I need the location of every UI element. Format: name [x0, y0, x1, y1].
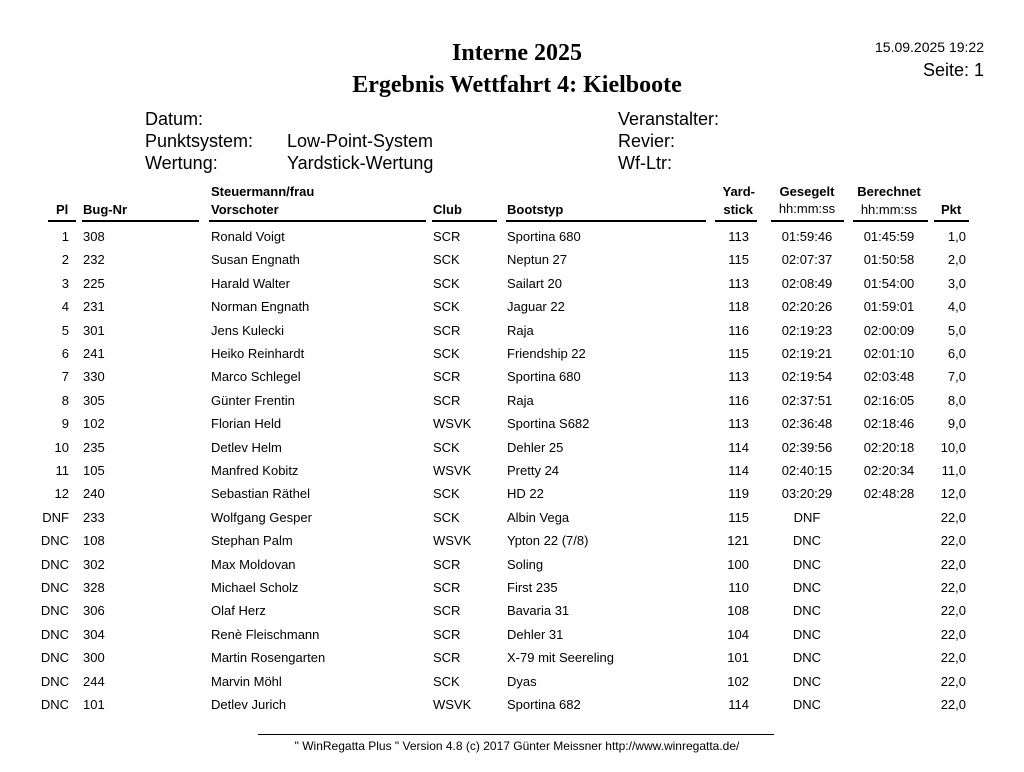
cell-rank: 8: [61, 392, 69, 408]
col-yard-2: stick: [723, 202, 753, 217]
cell-club: SCR: [433, 650, 461, 666]
cell-boat-type: Ypton 22 (7/8): [507, 533, 589, 549]
cell-sailed-time: DNC: [792, 650, 822, 666]
table-row: [0, 440, 1024, 463]
cell-rank: DNC: [40, 580, 69, 595]
cell-points: 3,0: [947, 275, 966, 291]
cell-points: 12,0: [940, 486, 966, 502]
table-row: [0, 603, 1024, 626]
cell-sailed-time: DNC: [792, 626, 822, 642]
col-gesegelt-format: hh:mm:ss: [778, 201, 836, 216]
cell-corrected-time: 02:20:34: [863, 463, 915, 478]
cell-points: 8,0: [947, 392, 966, 408]
cell-corrected-time: 02:18:46: [863, 416, 915, 432]
cell-skipper: Ronald Voigt: [211, 229, 285, 244]
cell-skipper: Norman Engnath: [211, 299, 310, 315]
cell-club: SCK: [433, 509, 460, 525]
header-underline: [771, 220, 844, 222]
cell-corrected-time: 02:00:09: [863, 322, 915, 338]
cell-points: 22,0: [940, 533, 966, 549]
wfltr-label: Wf-Ltr:: [618, 153, 672, 173]
cell-points: 22,0: [940, 626, 966, 642]
cell-points: 22,0: [940, 650, 966, 666]
cell-yardstick: 110: [728, 580, 749, 595]
cell-sailed-time: 02:37:51: [781, 392, 833, 408]
cell-skipper: Martin Rosengarten: [211, 650, 326, 666]
cell-rank: 11: [55, 463, 69, 478]
cell-rank: 12: [54, 486, 69, 502]
cell-sail-number: 308: [83, 229, 105, 244]
cell-sail-number: 105: [83, 463, 105, 478]
cell-corrected-time: 02:48:28: [863, 486, 915, 502]
cell-boat-type: Jaguar 22: [507, 299, 565, 315]
cell-points: 1,0: [947, 229, 966, 244]
cell-corrected-time: 02:01:10: [863, 346, 915, 361]
cell-skipper: Olaf Herz: [211, 603, 266, 619]
cell-points: 6,0: [947, 346, 966, 361]
col-bug-nr: Bug-Nr: [83, 202, 128, 217]
cell-sail-number: 231: [83, 299, 105, 315]
cell-boat-type: Albin Vega: [507, 509, 570, 525]
cell-sailed-time: 02:36:48: [781, 416, 833, 432]
cell-boat-type: Sportina 680: [507, 369, 581, 385]
cell-yardstick: 108: [727, 603, 749, 619]
cell-sail-number: 304: [83, 626, 105, 642]
cell-skipper: Florian Held: [211, 416, 282, 432]
cell-points: 22,0: [940, 673, 966, 689]
table-row: [0, 229, 1024, 252]
cell-skipper: Stephan Palm: [211, 533, 293, 549]
report-subtitle: Ergebnis Wettfahrt 4: Kielboote: [352, 72, 682, 98]
header-underline: [432, 220, 497, 222]
cell-points: 7,0: [947, 369, 966, 385]
table-row: [0, 627, 1024, 650]
cell-club: SCR: [433, 556, 461, 572]
cell-sail-number: 225: [83, 275, 105, 291]
cell-sail-number: 328: [83, 580, 105, 595]
cell-sail-number: 240: [83, 486, 105, 502]
cell-points: 4,0: [947, 299, 966, 315]
table-row: [0, 276, 1024, 299]
wertung-label: Wertung:: [145, 153, 218, 173]
cell-skipper: Marvin Möhl: [211, 673, 282, 689]
cell-club: WSVK: [433, 697, 472, 712]
cell-club: WSVK: [433, 533, 472, 549]
cell-skipper: Michael Scholz: [211, 580, 299, 595]
cell-club: SCK: [433, 346, 460, 361]
table-row: [0, 393, 1024, 416]
cell-yardstick: 116: [728, 322, 749, 338]
cell-rank: 10: [54, 439, 69, 455]
cell-club: SCR: [433, 603, 461, 619]
cell-boat-type: Sailart 20: [507, 275, 562, 291]
cell-points: 9,0: [947, 416, 966, 432]
cell-yardstick: 104: [727, 626, 749, 642]
cell-yardstick: 101: [727, 650, 749, 666]
cell-points: 2,0: [947, 252, 966, 268]
col-berechnet: Berechnet: [857, 184, 921, 199]
cell-corrected-time: 01:50:58: [863, 252, 915, 268]
cell-skipper: Marco Schlegel: [211, 369, 301, 385]
cell-club: SCK: [433, 439, 460, 455]
cell-rank: 9: [61, 416, 69, 432]
cell-boat-type: Dehler 31: [507, 626, 564, 642]
table-row: [0, 323, 1024, 346]
cell-sailed-time: 03:20:29: [781, 486, 833, 502]
cell-boat-type: Neptun 27: [507, 252, 567, 268]
cell-sailed-time: 02:40:15: [781, 463, 833, 478]
cell-boat-type: Pretty 24: [507, 463, 560, 478]
header-underline: [715, 220, 757, 222]
header-underline: [48, 220, 76, 222]
col-yard-1: Yard-: [722, 184, 755, 199]
cell-skipper: Günter Frentin: [211, 392, 295, 408]
cell-rank: DNC: [40, 533, 69, 549]
footer-divider: [258, 734, 774, 735]
cell-points: 22,0: [940, 603, 966, 619]
cell-yardstick: 114: [728, 439, 749, 455]
cell-sailed-time: 02:19:54: [781, 369, 833, 385]
cell-boat-type: X-79 mit Seereling: [507, 650, 614, 666]
cell-club: WSVK: [433, 463, 472, 478]
cell-club: SCK: [433, 673, 460, 689]
cell-sail-number: 102: [83, 416, 105, 432]
cell-sail-number: 108: [83, 533, 105, 549]
col-gesegelt: Gesegelt: [779, 184, 835, 199]
cell-yardstick: 121: [727, 533, 749, 549]
cell-rank: DNC: [40, 650, 69, 666]
cell-yardstick: 100: [727, 556, 749, 572]
cell-sail-number: 301: [83, 322, 105, 338]
table-row: [0, 486, 1024, 509]
cell-club: SCK: [433, 486, 460, 502]
cell-rank: 3: [61, 275, 69, 291]
cell-sail-number: 306: [83, 603, 105, 619]
cell-boat-type: Sportina 680: [507, 229, 581, 244]
cell-rank: DNC: [40, 556, 69, 572]
cell-boat-type: Sportina S682: [507, 416, 590, 432]
cell-club: SCR: [433, 229, 461, 244]
wertung-value: Yardstick-Wertung: [287, 153, 434, 173]
cell-sailed-time: 02:20:26: [781, 299, 833, 315]
cell-sailed-time: 02:19:21: [781, 346, 833, 361]
cell-sail-number: 330: [83, 369, 105, 385]
cell-skipper: Renè Fleischmann: [211, 626, 320, 642]
cell-sailed-time: DNC: [792, 673, 822, 689]
cell-boat-type: Sportina 682: [507, 697, 581, 712]
print-timestamp: 15.09.2025 19:22: [875, 39, 984, 55]
cell-rank: 6: [61, 346, 69, 361]
cell-points: 5,0: [947, 322, 966, 338]
cell-rank: DNC: [40, 673, 69, 689]
col-steuermann: Steuermann/frau: [211, 184, 315, 199]
cell-sail-number: 233: [83, 509, 105, 525]
header-underline: [209, 220, 426, 222]
cell-corrected-time: 02:16:05: [863, 392, 915, 408]
cell-sail-number: 300: [83, 650, 105, 666]
cell-points: 22,0: [940, 580, 966, 595]
cell-skipper: Wolfgang Gesper: [211, 509, 312, 525]
cell-club: SCR: [433, 626, 461, 642]
cell-skipper: Susan Engnath: [211, 252, 300, 268]
cell-yardstick: 119: [728, 486, 749, 502]
table-row: [0, 416, 1024, 439]
cell-yardstick: 113: [728, 369, 749, 385]
cell-yardstick: 102: [727, 673, 749, 689]
cell-club: SCR: [433, 369, 461, 385]
punktsystem-label: Punktsystem:: [145, 131, 254, 151]
cell-sailed-time: DNC: [792, 556, 822, 572]
table-row: [0, 346, 1024, 369]
cell-boat-type: Friendship 22: [507, 346, 586, 361]
cell-yardstick: 113: [728, 275, 749, 291]
cell-skipper: Detlev Jurich: [211, 697, 287, 712]
cell-rank: 2: [61, 252, 69, 268]
cell-yardstick: 115: [728, 509, 749, 525]
cell-sail-number: 302: [83, 556, 105, 572]
cell-sail-number: 101: [83, 697, 105, 712]
cell-skipper: Jens Kulecki: [211, 322, 284, 338]
col-berechnet-format: hh:mm:ss: [860, 202, 918, 217]
cell-yardstick: 115: [728, 346, 749, 361]
table-row: [0, 369, 1024, 392]
cell-corrected-time: 02:03:48: [863, 369, 915, 385]
cell-skipper: Manfred Kobitz: [211, 463, 299, 478]
cell-sailed-time: DNF: [793, 509, 821, 525]
cell-rank: 7: [61, 369, 69, 385]
cell-sail-number: 241: [83, 346, 105, 361]
col-vorschoter: Vorschoter: [211, 202, 279, 217]
cell-sail-number: 235: [83, 439, 105, 455]
cell-skipper: Heiko Reinhardt: [211, 346, 305, 361]
header-underline: [506, 220, 706, 222]
cell-sailed-time: 02:08:49: [781, 275, 833, 291]
cell-club: SCR: [433, 392, 461, 408]
cell-yardstick: 114: [728, 697, 749, 712]
cell-corrected-time: 01:45:59: [863, 229, 915, 244]
cell-points: 22,0: [940, 509, 966, 525]
cell-boat-type: First 235: [507, 580, 558, 595]
cell-points: 10,0: [940, 439, 966, 455]
cell-sail-number: 244: [83, 673, 105, 689]
cell-yardstick: 114: [728, 463, 749, 478]
cell-points: 22,0: [940, 697, 966, 712]
cell-boat-type: Bavaria 31: [507, 603, 570, 619]
table-row: [0, 510, 1024, 533]
cell-skipper: Detlev Helm: [211, 439, 282, 455]
cell-yardstick: 118: [728, 299, 749, 315]
cell-rank: 5: [61, 322, 69, 338]
header-underline: [934, 220, 969, 222]
cell-sailed-time: 01:59:46: [781, 229, 833, 244]
cell-boat-type: Dyas: [507, 673, 537, 689]
revier-label: Revier:: [618, 131, 676, 151]
cell-sail-number: 232: [83, 252, 105, 268]
cell-sailed-time: DNC: [792, 603, 822, 619]
cell-skipper: Harald Walter: [211, 275, 290, 291]
cell-boat-type: Raja: [507, 322, 534, 338]
table-row: [0, 533, 1024, 556]
col-club: Club: [433, 202, 462, 217]
punktsystem-value: Low-Point-System: [287, 131, 434, 151]
cell-club: SCK: [433, 252, 460, 268]
cell-sailed-time: DNC: [792, 533, 822, 549]
veranstalter-label: Veranstalter:: [618, 109, 720, 129]
cell-boat-type: Raja: [507, 392, 534, 408]
cell-yardstick: 113: [728, 416, 749, 432]
col-bootstyp: Bootstyp: [507, 202, 564, 217]
cell-skipper: Max Moldovan: [211, 556, 296, 572]
cell-skipper: Sebastian Räthel: [211, 486, 311, 502]
page-number: Seite: 1: [922, 60, 984, 80]
cell-sail-number: 305: [83, 392, 105, 408]
cell-corrected-time: 02:20:18: [863, 439, 915, 455]
cell-boat-type: Soling: [507, 556, 544, 572]
cell-yardstick: 115: [728, 252, 749, 268]
cell-sailed-time: 02:39:56: [781, 439, 833, 455]
cell-sailed-time: 02:07:37: [781, 252, 833, 268]
cell-yardstick: 113: [728, 229, 749, 244]
footer-credit: " WinRegatta Plus " Version 4.8 (c) 2017 Günter Meissner http://www.winregatta.de/: [294, 739, 740, 753]
table-row: [0, 697, 1024, 720]
cell-points: 11,0: [941, 463, 966, 478]
col-pl: Pl: [56, 202, 69, 217]
table-row: [0, 299, 1024, 322]
cell-rank: DNC: [40, 626, 69, 642]
cell-rank: DNC: [40, 697, 69, 712]
table-row: [0, 557, 1024, 580]
report-title: Interne 2025: [452, 40, 582, 66]
cell-yardstick: 116: [728, 392, 749, 408]
header-underline: [82, 220, 199, 222]
datum-label: Datum:: [145, 109, 204, 129]
table-row: [0, 252, 1024, 275]
cell-rank: DNC: [40, 603, 69, 619]
header-underline: [853, 220, 928, 222]
cell-corrected-time: 01:54:00: [863, 275, 915, 291]
cell-sailed-time: DNC: [792, 580, 822, 595]
cell-boat-type: Dehler 25: [507, 439, 564, 455]
cell-club: SCK: [433, 299, 460, 315]
table-row: [0, 580, 1024, 603]
col-pkt: Pkt: [941, 202, 962, 217]
table-row: [0, 650, 1024, 673]
cell-sailed-time: 02:19:23: [781, 322, 833, 338]
cell-club: SCK: [433, 275, 460, 291]
cell-sailed-time: DNC: [792, 697, 822, 712]
cell-rank: 1: [61, 229, 69, 244]
cell-club: SCR: [433, 322, 461, 338]
cell-corrected-time: 01:59:01: [863, 299, 915, 315]
cell-club: SCR: [433, 580, 461, 595]
cell-rank: DNF: [42, 509, 69, 525]
cell-club: WSVK: [433, 416, 472, 432]
table-row: [0, 463, 1024, 486]
cell-rank: 4: [61, 299, 69, 315]
table-row: [0, 674, 1024, 697]
cell-points: 22,0: [940, 556, 966, 572]
cell-boat-type: HD 22: [507, 486, 544, 502]
